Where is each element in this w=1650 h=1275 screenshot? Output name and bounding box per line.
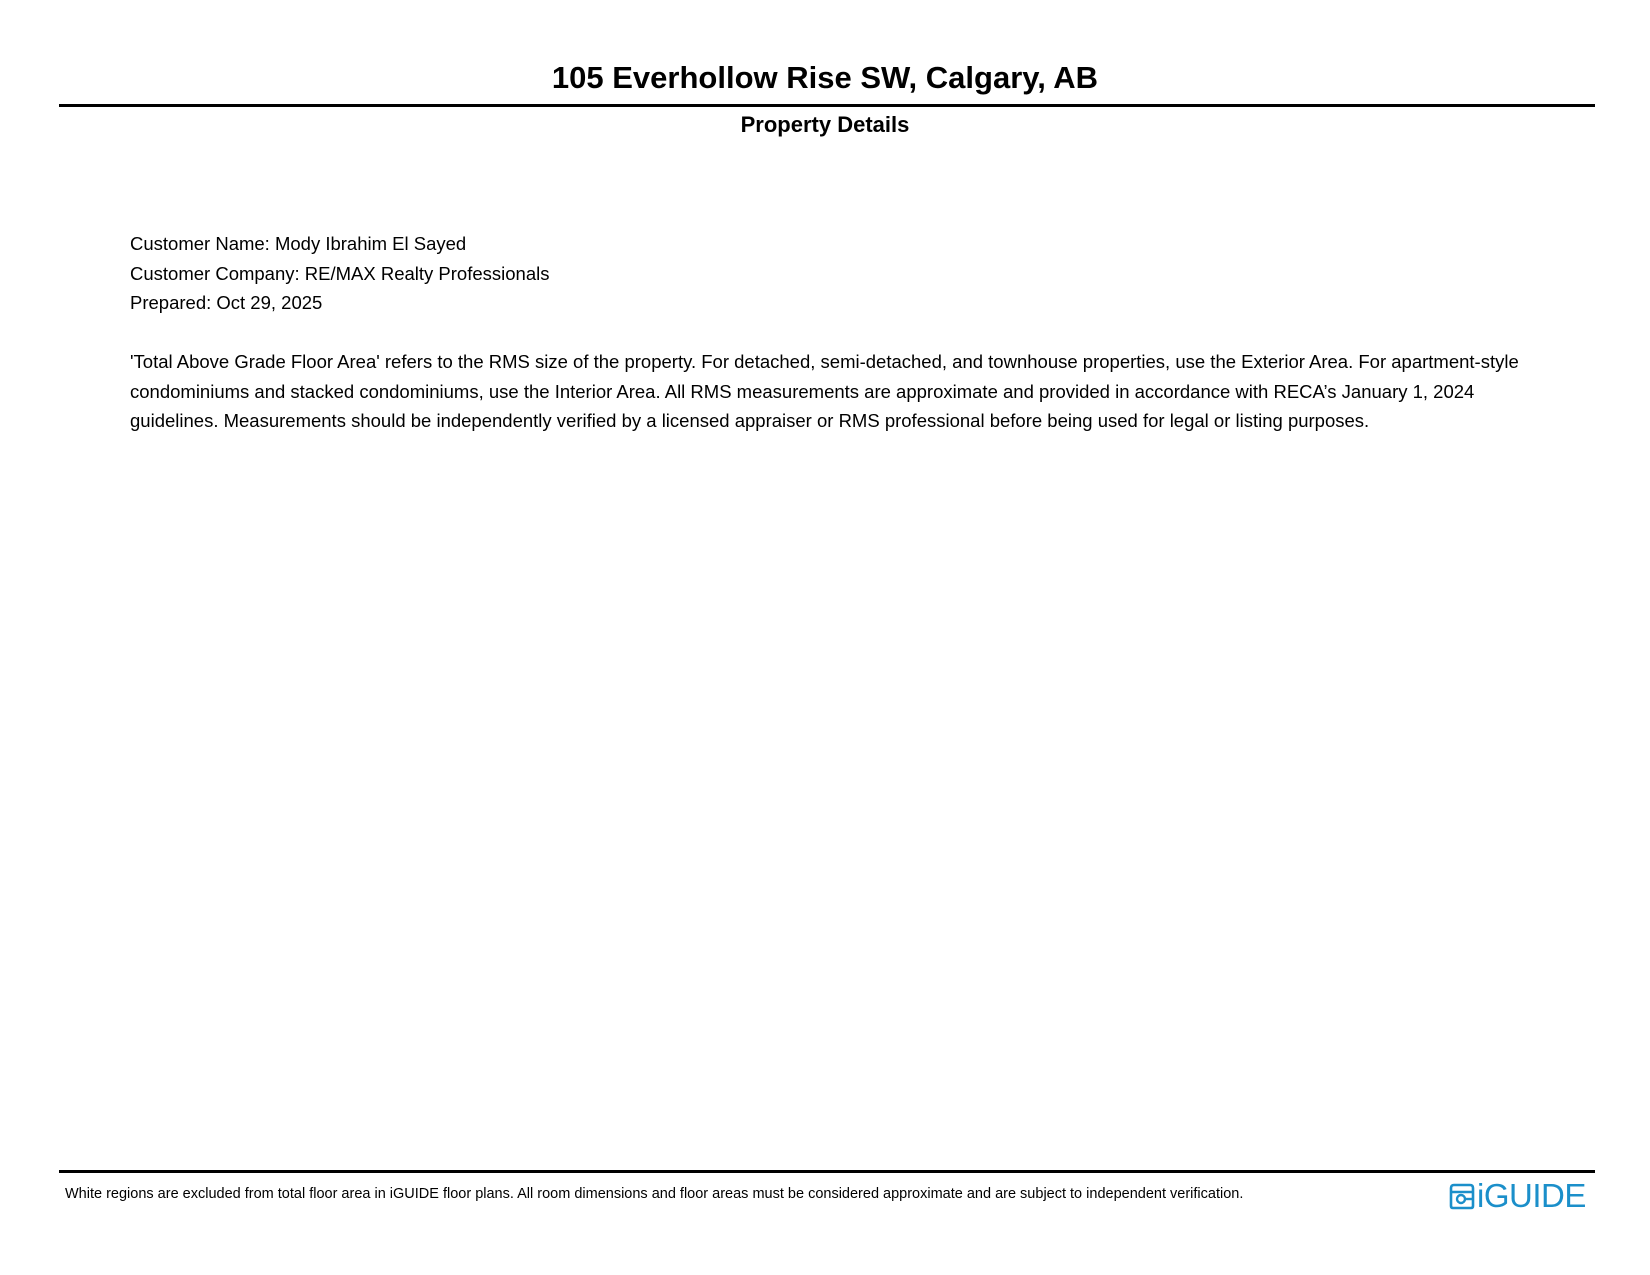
header-divider (59, 104, 1595, 107)
prepared-date: Prepared: Oct 29, 2025 (130, 292, 323, 313)
logo-text: iGUIDE (1477, 1177, 1586, 1214)
iguide-camera-icon (1449, 1182, 1475, 1210)
customer-company: Customer Company: RE/MAX Realty Professionals (130, 262, 550, 284)
footer-divider (59, 1170, 1595, 1173)
page-subtitle: Property Details (740, 112, 910, 137)
iguide-logo (1449, 1179, 1586, 1213)
customer-details (130, 229, 1530, 318)
page-title: 105 Everhollow Rise SW, Calgary, AB (551, 60, 1099, 95)
footer-note: White regions are excluded from total floor area in iGUIDE floor plans. All room dimensions and floor areas must be considered approximate and are subject to independent verification. (65, 1186, 1244, 1202)
rms-disclaimer-paragraph: 'Total Above Grade Floor Area' refers to the RMS size of the property. For detached, semi-detached, and townhouse properties, use the Exterior Area. For apartment-style condominiums and stacked condominiums, use the Interior Area. All RMS measurements are approximate and provided in accordance with RECA’s January 1, 2024 guidelines. Measurements should be independently verified by a licensed appraiser or RMS professional before being used for legal or listing purposes. (130, 351, 1519, 432)
customer-name: Customer Name: Mody Ibrahim El Sayed (130, 233, 467, 254)
